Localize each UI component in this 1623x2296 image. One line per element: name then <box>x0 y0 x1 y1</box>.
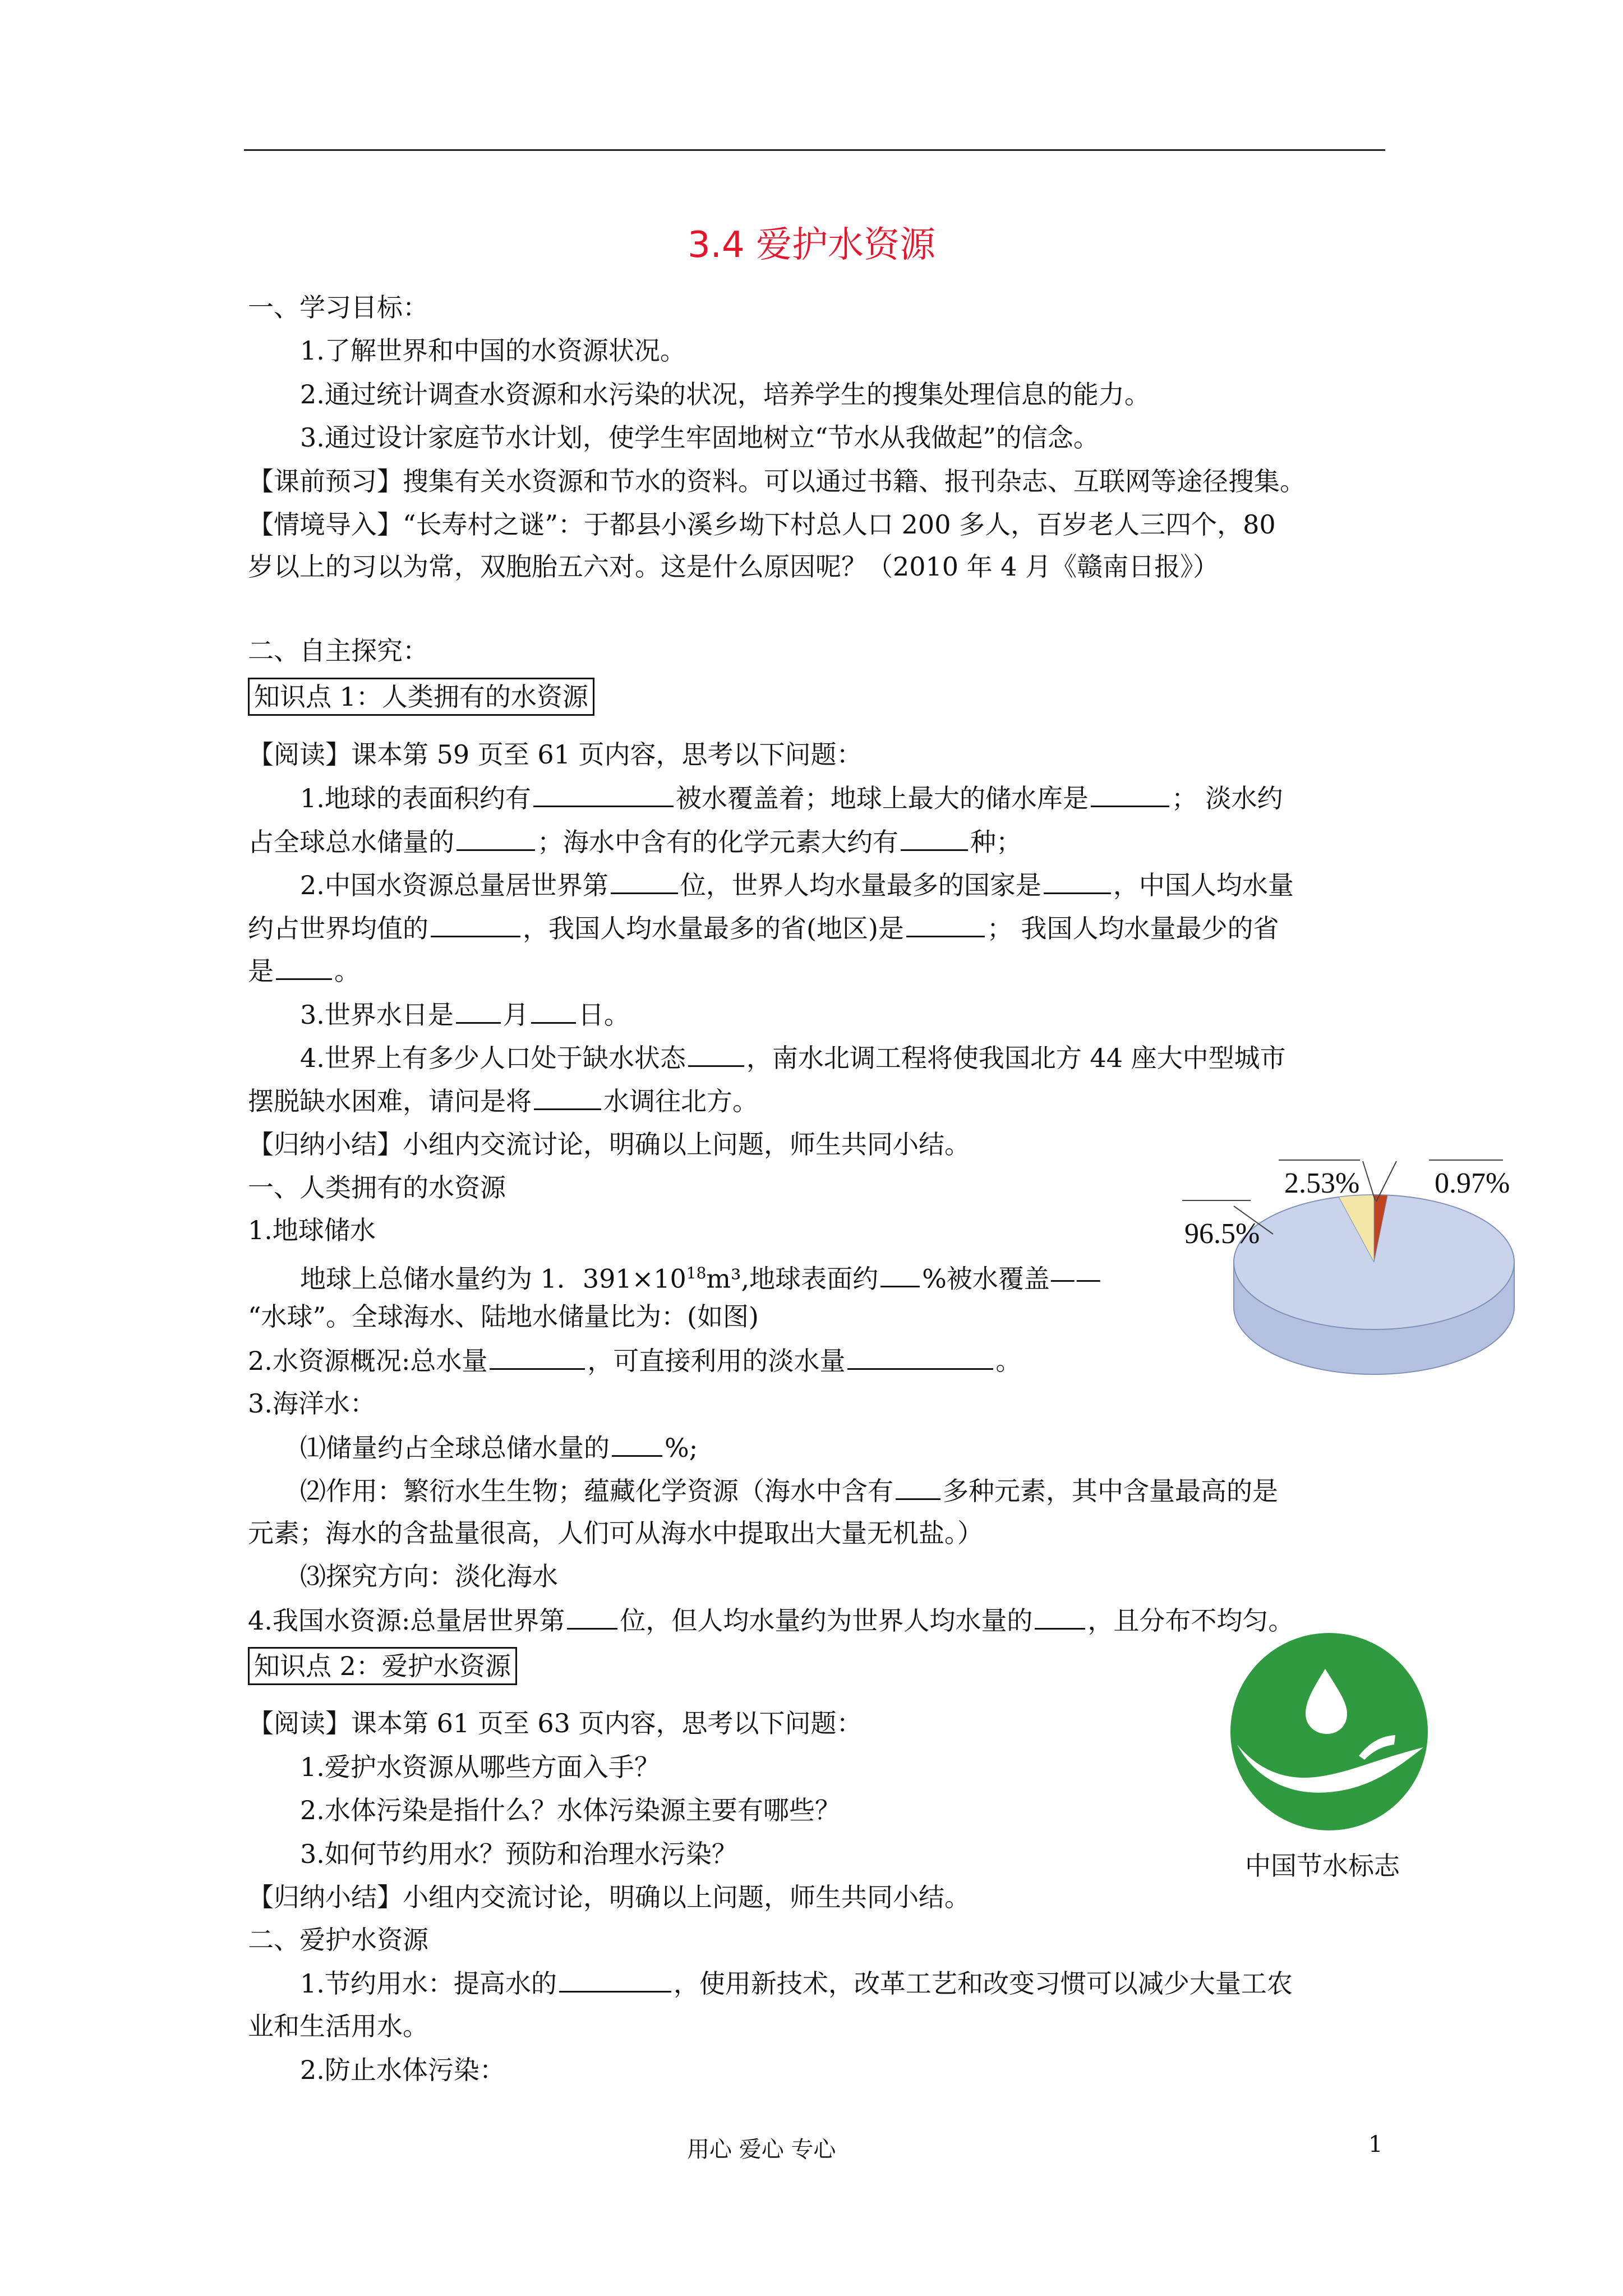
content-text: ，使用新技术，改革工艺和改变习惯可以减少大量工农 <box>673 1968 1293 1999</box>
question-text: 3.世界水日是 <box>300 1000 454 1030</box>
subsection-heading: 1.地球储水 <box>248 1215 376 1245</box>
water-distribution-chart <box>1166 1116 1576 1408</box>
content-text: ⑵作用：繁衍水生生物；蕴藏化学资源（海水中含有 <box>300 1476 893 1506</box>
question-text: 位，世界人均水量最多的国家是 <box>680 870 1041 900</box>
question-text: 月 <box>502 1000 529 1030</box>
content-text: %被水覆盖—— <box>922 1263 1101 1294</box>
question-text: 。 <box>334 956 360 986</box>
question-text: ，中国人均水量 <box>1113 870 1294 900</box>
explore-heading: 二、自主探究： <box>248 636 428 666</box>
question-text: 日。 <box>578 1000 630 1030</box>
content-text: 1.节约用水：提高水的 <box>300 1968 557 1999</box>
goals-heading: 一、学习目标： <box>248 292 428 323</box>
pie-label-other: 0.97% <box>1435 1167 1510 1199</box>
fill-blank[interactable] <box>533 781 674 807</box>
question-text: 约占世界均值的 <box>248 913 428 944</box>
summary-text: 【归纳小结】小组内交流讨论，明确以上问题，师生共同小结。 <box>248 1882 970 1912</box>
content-line: 业和生活用水。 <box>248 2011 428 2041</box>
content-line: ⑶探究方向：淡化海水 <box>300 1561 558 1591</box>
content-line <box>248 1343 1021 1378</box>
footer-motto: 用心 爱心 专心 <box>687 2137 836 2162</box>
fill-blank[interactable] <box>688 1041 744 1067</box>
fill-blank[interactable] <box>612 1430 662 1457</box>
question-line <box>248 1084 758 1118</box>
fill-blank[interactable] <box>431 911 520 937</box>
question-text: 水调往北方。 <box>603 1086 758 1116</box>
goal-item: 2.通过统计调查水资源和水污染的状况，培养学生的搜集处理信息的能力。 <box>300 379 1150 409</box>
question-text: ； 我国人均水量最少的省 <box>986 913 1279 944</box>
fill-blank[interactable] <box>1044 868 1111 894</box>
content-line <box>248 1603 1294 1637</box>
intro-line: 【情境导入】“长寿村之谜”：于都县小溪乡坳下村总人口 200 多人，百岁老人三四个，80 <box>248 509 1276 540</box>
fill-blank[interactable] <box>490 1343 585 1370</box>
goal-item: 1.了解世界和中国的水资源状况。 <box>300 335 686 366</box>
section-heading: 一、人类拥有的水资源 <box>248 1172 506 1203</box>
reading-instruction: 【阅读】课本第 59 页至 61 页内容，思考以下问题： <box>248 739 863 770</box>
pie-label-freshwater: 2.53% <box>1284 1167 1360 1199</box>
exponent: 18 <box>686 1264 707 1282</box>
fill-blank[interactable] <box>896 1474 940 1500</box>
pie-chart-svg <box>1166 1116 1576 1408</box>
question-line: 3.如何节约用水？预防和治理水污染？ <box>300 1839 737 1869</box>
fill-blank[interactable] <box>567 1603 617 1630</box>
content-line <box>300 1474 1278 1508</box>
content-text: 位，但人均水量约为世界人均水量的 <box>620 1605 1033 1636</box>
content-text: %; <box>665 1433 698 1463</box>
content-text: 2.水资源概况:总水量 <box>248 1346 488 1376</box>
fill-blank[interactable] <box>880 1261 920 1287</box>
fill-blank[interactable] <box>531 997 576 1024</box>
water-saving-logo-icon <box>1227 1630 1432 1834</box>
water-saving-logo <box>1227 1630 1432 1834</box>
content-text: 多种元素，其中含量最高的是 <box>943 1476 1278 1506</box>
fill-blank[interactable] <box>611 868 678 894</box>
section-heading: 二、爱护水资源 <box>248 1925 428 1955</box>
question-text: ，我国人均水量最多的省(地区)是 <box>523 913 904 944</box>
preview-text: 【课前预习】搜集有关水资源和节水的资料。可以通过书籍、报刊杂志、互联网等途径搜集。 <box>248 466 1306 496</box>
question-text: ，南水北调工程将使我国北方 44 座大中型城市 <box>746 1043 1286 1073</box>
question-line: 2.水体污染是指什么？水体污染源主要有哪些？ <box>300 1795 841 1825</box>
fill-blank[interactable] <box>906 911 985 937</box>
page-number: 1 <box>1368 2132 1383 2157</box>
fill-blank[interactable] <box>1035 1603 1085 1630</box>
content-line: 2.防止水体污染： <box>300 2055 505 2085</box>
reading-instruction: 【阅读】课本第 61 页至 63 页内容，思考以下问题： <box>248 1708 863 1738</box>
knowledge-point-2-box: 知识点 2：爱护水资源 <box>248 1647 517 1685</box>
fill-blank[interactable] <box>456 997 501 1024</box>
content-line <box>300 1257 1101 1295</box>
question-text: 被水覆盖着；地球上最大的储水库是 <box>675 783 1089 813</box>
content-text: ，可直接利用的淡水量 <box>587 1346 846 1376</box>
fill-blank[interactable] <box>534 1084 601 1110</box>
page-title: 3.4 爱护水资源 <box>687 224 936 266</box>
content-line <box>300 1430 698 1465</box>
knowledge-point-1-box: 知识点 1：人类拥有的水资源 <box>248 678 594 716</box>
question-line: 1.爱护水资源从哪些方面入手？ <box>300 1752 660 1782</box>
content-line: 元素；海水的含盐量很高，人们可从海水中提取出大量无机盐。） <box>248 1518 983 1548</box>
content-text: ，且分布不均匀。 <box>1087 1605 1294 1636</box>
pie-label-seawater: 96.5% <box>1184 1218 1260 1250</box>
question-line <box>248 911 1279 945</box>
content-text: m³,地球表面约 <box>706 1263 879 1294</box>
question-line <box>300 868 1294 902</box>
question-text: ；海水中含有的化学元素大约有 <box>537 827 898 857</box>
question-text: 1.地球的表面积约有 <box>300 783 531 813</box>
question-line <box>300 781 1283 815</box>
fill-blank[interactable] <box>457 825 535 851</box>
content-text: ⑴储量约占全球总储水量的 <box>300 1433 610 1463</box>
content-line <box>300 1966 1293 2000</box>
fill-blank[interactable] <box>276 954 332 980</box>
question-line <box>248 954 360 988</box>
question-text: 占全球总水储量的 <box>248 827 454 857</box>
header-rule <box>244 149 1385 151</box>
logo-caption: 中国节水标志 <box>1245 1851 1400 1881</box>
fill-blank[interactable] <box>847 1343 993 1370</box>
content-text: 4.我国水资源:总量居世界第 <box>248 1605 565 1636</box>
fill-blank[interactable] <box>901 825 968 851</box>
question-text: 是 <box>248 956 274 986</box>
summary-text: 【归纳小结】小组内交流讨论，明确以上问题，师生共同小结。 <box>248 1129 970 1159</box>
intro-line: 岁以上的习以为常，双胞胎五六对。这是什么原因呢？（2010 年 4 月《赣南日报》） <box>248 551 1219 582</box>
question-text: 摆脱缺水困难，请问是将 <box>248 1086 532 1116</box>
question-text: 4.世界上有多少人口处于缺水状态 <box>300 1043 686 1073</box>
question-line <box>300 997 630 1032</box>
question-text: 2.中国水资源总量居世界第 <box>300 870 608 900</box>
subsection-heading: 3.海洋水： <box>248 1388 376 1419</box>
content-text: 。 <box>995 1346 1022 1376</box>
content-line: “水球”。全球海水、陆地水储量比为：(如图) <box>248 1301 759 1332</box>
content-text: 地球上总储水量约为 1．391×10 <box>300 1263 686 1294</box>
goal-item: 3.通过设计家庭节水计划，使学生牢固地树立“节水从我做起”的信念。 <box>300 422 1099 453</box>
question-line <box>300 1041 1286 1075</box>
question-line <box>248 825 1022 859</box>
question-text: ； 淡水约 <box>1171 783 1283 813</box>
question-text: 种； <box>970 827 1022 857</box>
fill-blank[interactable] <box>1091 781 1169 807</box>
fill-blank[interactable] <box>559 1966 671 1993</box>
